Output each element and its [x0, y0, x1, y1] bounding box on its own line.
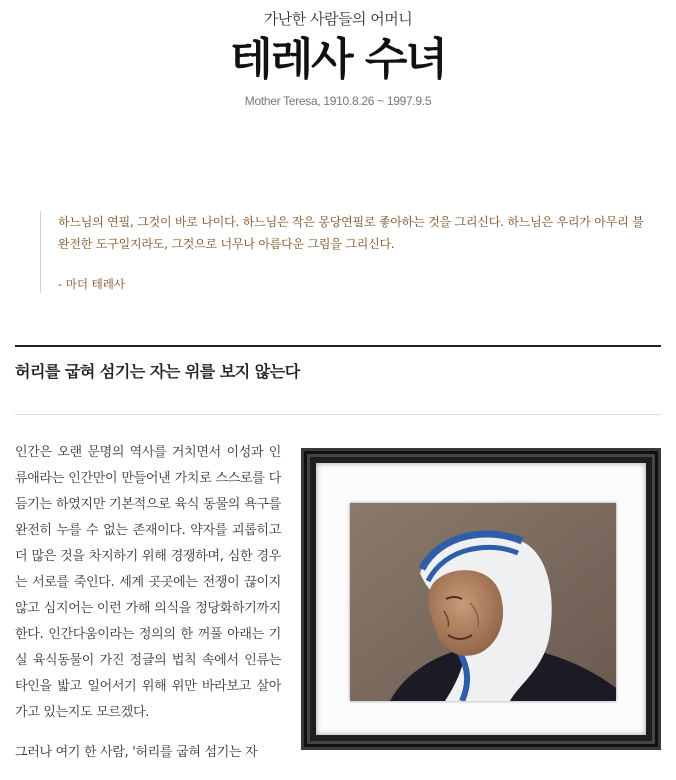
portrait-photo — [350, 503, 616, 701]
body-paragraph: 그러나 여기 한 사람, '허리를 굽혀 섬기는 자 — [15, 745, 258, 760]
body-paragraph: 인간은 오랜 문명의 역사를 거치면서 이성과 인류애라는 인간만이 만들어낸 가치로 스스로를 다듬기는 하였지만 기본적으로 육식 동물의 욕구를 완전히 누를 수 없는 존재이다. 약자를 괴롭히고 더 많은 것을 차지하기 위해 경쟁하며, 심한 경우는 서로를 죽인다. 세계 곳곳에는 전쟁이 끊이지 않고 심지어는 이런 가해 의식을 정당화하기까지 한다. 인간다움이라는 정의의 한 꺼풀 아래는 기실 육식동물이 가진 정글의 법칙 속에서 인류는 타인을 밟고 일어서기 위해 위만 바라보고 살아가고 있는지도 모르겠다. — [15, 445, 281, 720]
section-divider — [15, 345, 661, 347]
page-title: 테레사 수녀 — [230, 34, 446, 85]
quote-block — [40, 211, 650, 293]
life-dates: Mother Teresa, 1910.8.26 ~ 1997.9.5 — [244, 94, 432, 108]
section-title: 허리를 굽혀 섬기는 자는 위를 보지 않는다 — [15, 362, 300, 381]
portrait-frame — [301, 448, 661, 750]
section-underline — [15, 414, 661, 415]
mother-teresa-portrait-image — [350, 503, 616, 701]
portrait-mat — [316, 463, 646, 735]
page-subtitle: 가난한 사람들의 어머니 — [263, 10, 413, 28]
quote-text: 하느님의 연필, 그것이 바로 나이다. 하느님은 작은 몽당연필로 좋아하는 것을 그리신다. 하느님은 우리가 아무리 불완전한 도구일지라도, 그것으로 너무나 아름다운 그림을 그리신다. — [58, 215, 644, 251]
article-body — [15, 440, 281, 780]
quote-author: - 마더 테레사 — [58, 277, 126, 291]
